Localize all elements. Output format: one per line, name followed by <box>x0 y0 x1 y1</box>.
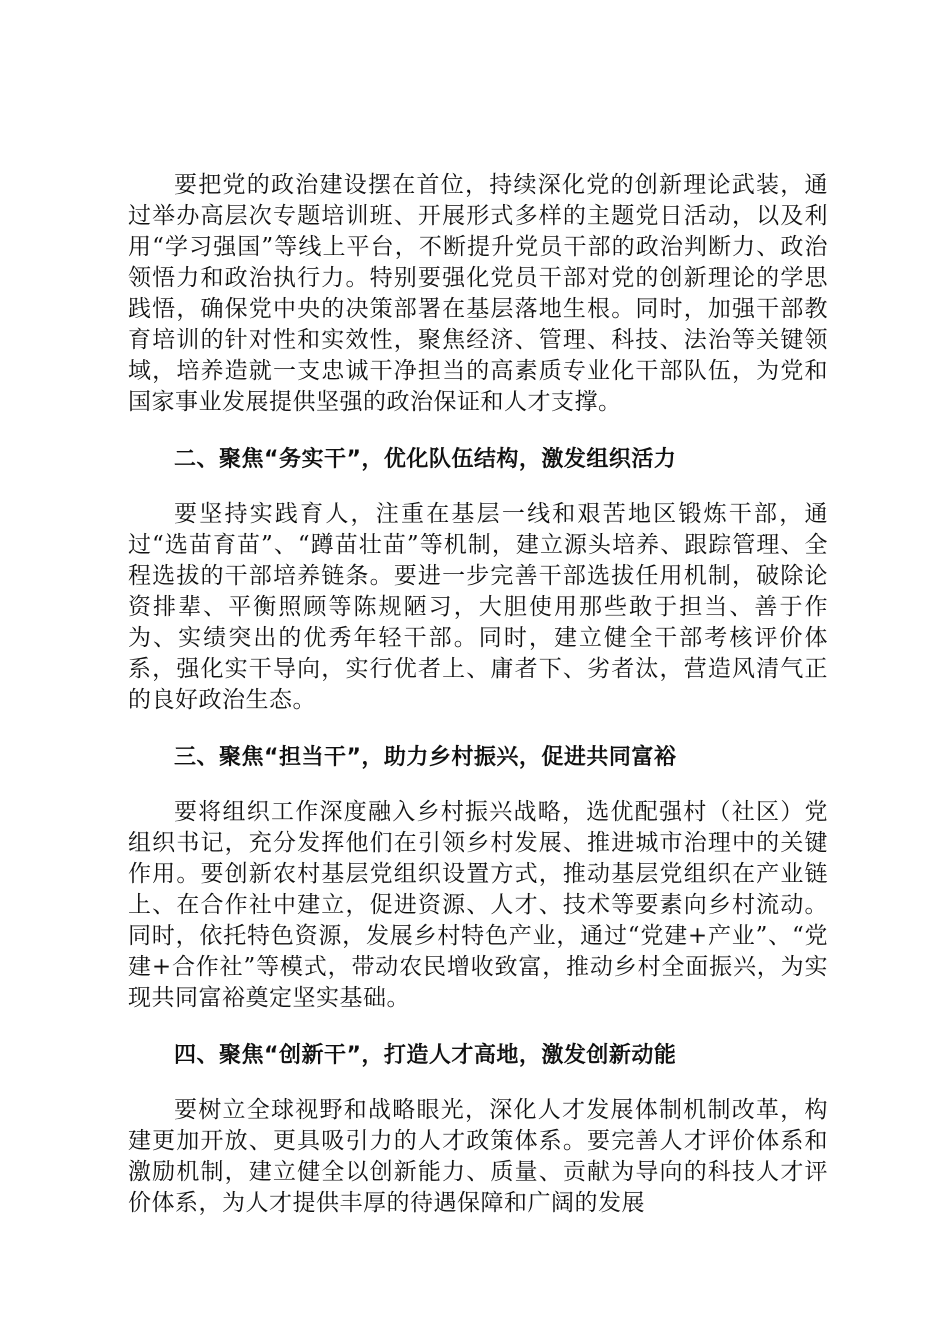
document-body <box>128 170 828 1219</box>
paragraph-political-building: 要把党的政治建设摆在首位，持续深化党的创新理论武装，通过举办高层次专题培训班、开展形式多样的主题党日活动，以及利用“学习强国”等线上平台，不断提升党员干部的政治判断力、政治领悟力和政治执行力。特别要强化党员干部对党的创新理论的学思践悟，确保党中央的决策部署在基层落地生根。同时，加强干部教育培训的针对性和实效性，聚焦经济、管理、科技、法治等关键领域，培养造就一支忠诚干净担当的高素质专业化干部队伍，为党和国家事业发展提供坚强的政治保证和人才支撑。 <box>128 172 828 415</box>
paragraph-rural-revitalization: 要将组织工作深度融入乡村振兴战略，选优配强村（社区）党组织书记，充分发挥他们在引领乡村发展、推进城市治理中的关键作用。要创新农村基层党组织设置方式，推动基层党组织在产业链上、在合作社中建立，促进资源、人才、技术等要素向乡村流动。同时，依托特色资源，发展乡村特色产业，通过“党建+产业”、“党建+合作社”等模式，带动农民增收致富，推动乡村全面振兴，为实现共同富裕奠定坚实基础。 <box>128 799 828 1011</box>
spacer <box>128 1071 828 1095</box>
spacer <box>128 1014 828 1040</box>
paragraph-talent-innovation: 要树立全球视野和战略眼光，深化人才发展体制机制改革，构建更加开放、更具吸引力的人才政策体系。要完善人才评价体系和激励机制，建立健全以创新能力、质量、贡献为导向的科技人才评价体系，为人才提供丰厚的待遇保障和广阔的发展 <box>128 1097 828 1216</box>
section-heading-2: 二、聚焦“务实干”，优化队伍结构，激发组织活力 <box>174 447 677 472</box>
paragraph-team-structure: 要坚持实践育人，注重在基层一线和艰苦地区锻炼干部，通过“选苗育苗”、“蹲苗壮苗”等机制，建立源头培养、跟踪管理、全程选拔的干部培养链条。要进一步完善干部选拔任用机制，破除论资排辈、平衡照顾等陈规陋习，大胆使用那些敢于担当、善于作为、实绩突出的优秀年轻干部。同时，建立健全干部考核评价体系，强化实干导向，实行优者上、庸者下、劣者汰，营造风清气正的良好政治生态。 <box>128 501 828 713</box>
section-heading-4: 四、聚焦“创新干”，打造人才高地，激发创新动能 <box>174 1043 677 1068</box>
spacer <box>128 418 828 444</box>
spacer <box>128 716 828 742</box>
spacer <box>128 773 828 797</box>
section-heading-3: 三、聚焦“担当干”，助力乡村振兴，促进共同富裕 <box>174 745 677 770</box>
spacer <box>128 475 828 499</box>
